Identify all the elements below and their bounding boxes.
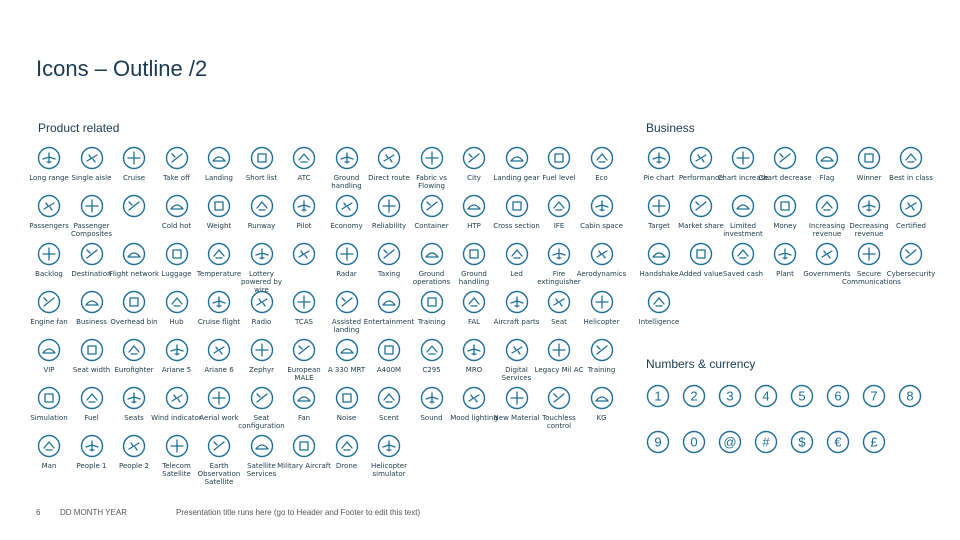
product-item-0-8-icon — [377, 146, 401, 170]
product-item-6-4-icon — [207, 434, 231, 458]
product-item-6-2-label: People 2 — [119, 462, 149, 470]
product-item-4-3-label: Ariane 5 — [161, 366, 192, 374]
product-item-1-6-label: Pilot — [296, 222, 312, 230]
product-item-3-7-label: Assisted landing — [331, 318, 362, 334]
number-glyph: 4 — [762, 388, 770, 404]
product-item-3-13-icon — [590, 290, 614, 314]
product-item-3-13-label: Helicopter — [583, 318, 620, 326]
product-item-4-5-label: Zephyr — [248, 366, 274, 374]
product-item-6-0-label: Man — [41, 462, 57, 470]
business-item-2-2-icon — [731, 242, 755, 266]
product-item-4-8-label: A400M — [376, 366, 402, 374]
number-circle-icon — [790, 384, 814, 408]
product-item-6-1-label: People 1 — [76, 462, 107, 470]
product-item-5-5-icon — [250, 386, 274, 410]
business-item-3-0-label: Intelligence — [638, 318, 680, 326]
product-item-4-12-label: Legacy Mil AC — [534, 366, 584, 374]
product-item-5-11-label: New Material — [493, 414, 540, 422]
product-item-2-6-icon — [292, 242, 316, 266]
product-item-0-13 — [575, 146, 629, 182]
product-item-5-3-icon — [165, 386, 189, 410]
number-glyph: £ — [870, 434, 878, 450]
product-item-6-4-label: Earth Observation Satellite — [197, 462, 241, 486]
business-item-1-2-label: Limited investment — [723, 222, 763, 238]
product-item-3-4-icon — [207, 290, 231, 314]
business-item-3-0-icon — [647, 290, 671, 314]
product-item-4-7-label: A 330 MRT — [327, 366, 366, 374]
number-glyph: 3 — [726, 388, 734, 404]
product-item-3-6-label: TCAS — [295, 318, 313, 326]
product-item-6-1-icon — [80, 434, 104, 458]
business-item-2-1-label: Added value — [679, 270, 723, 278]
product-item-1-5-label: Runway — [247, 222, 276, 230]
product-item-2-8-label: Taxing — [377, 270, 401, 278]
number-circle-icon — [718, 384, 742, 408]
number-glyph: $ — [798, 434, 806, 450]
product-item-3-1-icon — [80, 290, 104, 314]
number-glyph: 6 — [834, 388, 842, 404]
product-item-0-0-icon — [37, 146, 61, 170]
business-item-2-4-label: Governments — [803, 270, 851, 278]
product-item-1-1-icon — [80, 194, 104, 218]
footer-note: Presentation title runs here (go to Header and Footer to edit this text) — [176, 508, 421, 517]
product-item-2-7-icon — [335, 242, 359, 266]
product-item-0-1-label: Single aisle — [71, 174, 112, 182]
business-item-1-3-icon — [773, 194, 797, 218]
number-glyph: 2 — [690, 388, 698, 404]
product-item-5-8-icon — [377, 386, 401, 410]
business-item-0-1-label: Performance — [678, 174, 724, 182]
product-item-5-0-icon — [37, 386, 61, 410]
slide-title: Icons – Outline /2 — [36, 56, 208, 81]
product-item-6-3-label: Telecom Satellite — [162, 462, 191, 478]
number-glyph: 1 — [654, 388, 662, 404]
product-item-5-2-icon — [122, 386, 146, 410]
business-item-1-1-icon — [689, 194, 713, 218]
product-item-4-11-icon — [505, 338, 529, 362]
product-item-3-7-icon — [335, 290, 359, 314]
product-item-5-6-label: Fan — [297, 414, 311, 422]
product-item-0-2-label: Cruise — [122, 174, 146, 182]
product-item-0-3-label: Take off — [163, 174, 190, 182]
product-item-1-4-label: Weight — [206, 222, 232, 230]
product-item-5-7-label: Noise — [336, 414, 357, 422]
business-item-2-5-icon — [857, 242, 881, 266]
number-circle-icon — [754, 430, 778, 454]
number-glyph: 7 — [870, 388, 878, 404]
number-circle-icon — [682, 384, 706, 408]
product-item-4-3-icon — [165, 338, 189, 362]
product-item-4-7-icon — [335, 338, 359, 362]
business-item-0-6-label: Best in class — [889, 174, 933, 182]
product-item-3-2-icon — [122, 290, 146, 314]
product-item-6-7-icon — [335, 434, 359, 458]
product-item-6-5-icon — [250, 434, 274, 458]
product-item-1-0-label: Passengers — [29, 222, 69, 230]
business-item-2-3-label: Plant — [776, 270, 794, 278]
product-item-1-11-label: Cross section — [493, 222, 540, 230]
business-item-2-6-icon — [899, 242, 923, 266]
product-item-3-13 — [575, 290, 629, 326]
number-circle-icon — [898, 384, 922, 408]
product-item-3-11-icon — [505, 290, 529, 314]
product-item-5-13 — [575, 386, 629, 422]
business-item-0-6 — [884, 146, 938, 182]
product-item-2-10-icon — [462, 242, 486, 266]
product-item-1-9-icon — [420, 194, 444, 218]
business-item-2-5-label: Secure Communications — [842, 270, 901, 286]
product-item-5-1-icon — [80, 386, 104, 410]
product-item-5-10-icon — [462, 386, 486, 410]
number-glyph: # — [762, 434, 770, 450]
product-item-0-1-icon — [80, 146, 104, 170]
business-item-1-1-label: Market share — [678, 222, 724, 230]
product-item-5-4-label: Aerial work — [199, 414, 239, 422]
product-item-4-5-icon — [250, 338, 274, 362]
product-item-5-12-icon — [547, 386, 571, 410]
section-numbers-currency: Numbers & currency — [646, 357, 756, 371]
product-item-1-13 — [575, 194, 629, 230]
business-item-1-6 — [884, 194, 938, 230]
business-item-1-4-icon — [815, 194, 839, 218]
product-item-4-6-label: European MALE — [287, 366, 321, 382]
product-item-0-9-icon — [420, 146, 444, 170]
product-item-6-2-icon — [122, 434, 146, 458]
number-circle-icon — [718, 430, 742, 454]
product-item-1-3-icon — [165, 194, 189, 218]
number-circle-icon — [646, 384, 670, 408]
business-item-2-6 — [884, 242, 938, 278]
product-item-3-3-label: Hub — [169, 318, 184, 326]
product-item-3-5-label: Radio — [251, 318, 272, 326]
business-item-0-5-icon — [857, 146, 881, 170]
product-item-4-13 — [575, 338, 629, 374]
business-item-1-6-label: Certified — [896, 222, 926, 230]
product-item-1-5-icon — [250, 194, 274, 218]
product-item-1-0-icon — [37, 194, 61, 218]
product-item-5-6-icon — [292, 386, 316, 410]
business-item-3-0 — [632, 290, 686, 326]
product-item-2-0-label: Backlog — [35, 270, 63, 278]
product-item-0-9-label: Fabric vs Flowing — [416, 174, 447, 190]
number-circle-icon — [862, 430, 886, 454]
product-item-1-8-icon — [377, 194, 401, 218]
number-circle-icon — [754, 384, 778, 408]
number-glyph: 5 — [798, 388, 806, 404]
number-glyph: 8 — [906, 388, 914, 404]
product-item-4-9-label: C295 — [422, 366, 441, 374]
footer-date: DD MONTH YEAR — [60, 508, 127, 517]
product-item-4-2-label: Eurofighter — [114, 366, 154, 374]
product-item-1-13-label: Cabin space — [580, 222, 623, 230]
product-item-5-9-icon — [420, 386, 444, 410]
product-item-0-3-icon — [165, 146, 189, 170]
business-item-1-2-icon — [731, 194, 755, 218]
business-item-1-0-icon — [647, 194, 671, 218]
product-item-2-2-label: Flight network — [108, 270, 160, 278]
product-item-6-8-label: Helicopter simulator — [371, 462, 407, 478]
product-item-0-2-icon — [122, 146, 146, 170]
product-item-3-1-label: Business — [76, 318, 107, 326]
product-item-4-12-icon — [547, 338, 571, 362]
number-circle-icon — [646, 430, 670, 454]
product-item-6-8-icon — [377, 434, 401, 458]
product-item-4-13-icon — [590, 338, 614, 362]
product-item-2-11-icon — [505, 242, 529, 266]
product-item-0-12-icon — [547, 146, 571, 170]
product-item-1-4-icon — [207, 194, 231, 218]
product-item-5-1-label: Fuel — [84, 414, 99, 422]
business-item-0-2-label: Chart increase — [717, 174, 769, 182]
product-item-2-5-icon — [250, 242, 274, 266]
product-item-3-8-label: Entertainment — [363, 318, 415, 326]
product-item-0-10-label: City — [467, 174, 481, 182]
product-item-2-0-icon — [37, 242, 61, 266]
business-item-2-6-label: Cybersecurity — [886, 270, 936, 278]
business-item-2-1-icon — [689, 242, 713, 266]
business-item-0-4-label: Flag — [819, 174, 835, 182]
product-item-5-13-label: KG — [596, 414, 607, 422]
number-glyph: 9 — [654, 434, 662, 450]
page-number: 6 — [36, 508, 41, 517]
product-item-4-0-icon — [37, 338, 61, 362]
product-item-3-6-icon — [292, 290, 316, 314]
number-circle-icon — [862, 384, 886, 408]
business-item-1-6-icon — [899, 194, 923, 218]
product-item-5-9-label: Sound — [420, 414, 443, 422]
product-item-3-9-icon — [420, 290, 444, 314]
product-item-1-8-label: Reliability — [371, 222, 407, 230]
product-item-5-10-label: Mood lighting — [450, 414, 498, 422]
product-item-0-13-icon — [590, 146, 614, 170]
product-item-1-1-label: Passenger Composites — [70, 222, 112, 238]
business-item-2-0-label: Handshake — [639, 270, 679, 278]
business-item-1-5-label: Decreasing revenue — [849, 222, 889, 238]
product-item-1-12-icon — [547, 194, 571, 218]
product-item-0-8-label: Direct route — [368, 174, 410, 182]
product-item-2-13-icon — [590, 242, 614, 266]
business-item-2-0-icon — [647, 242, 671, 266]
product-item-4-13-label: Training — [587, 366, 616, 374]
product-item-4-4-icon — [207, 338, 231, 362]
product-item-2-9-icon — [420, 242, 444, 266]
product-item-2-12-icon — [547, 242, 571, 266]
product-item-1-12-label: IFE — [553, 222, 565, 230]
product-item-5-5-label: Seat configuration — [238, 414, 285, 430]
product-item-3-0-icon — [37, 290, 61, 314]
product-item-3-2-label: Overhead bin — [110, 318, 158, 326]
number-circle-icon — [682, 430, 706, 454]
product-item-6-8 — [362, 434, 416, 478]
product-item-2-1-icon — [80, 242, 104, 266]
product-item-5-0-label: Simulation — [30, 414, 68, 422]
product-item-0-5-label: Short list — [245, 174, 278, 182]
product-item-6-0-icon — [37, 434, 61, 458]
product-item-4-8-icon — [377, 338, 401, 362]
product-item-0-10-icon — [462, 146, 486, 170]
product-item-5-12-label: Touchless control — [542, 414, 576, 430]
business-item-1-4-label: Increasing revenue — [808, 222, 846, 238]
product-item-4-10-icon — [462, 338, 486, 362]
product-item-3-12-icon — [547, 290, 571, 314]
product-item-2-3-icon — [165, 242, 189, 266]
product-item-2-10-label: Ground handling — [458, 270, 490, 286]
business-item-0-3-label: Chart decrease — [758, 174, 812, 182]
product-item-2-12-label: Fire extinguisher — [537, 270, 581, 286]
product-item-2-11-label: Led — [510, 270, 523, 278]
product-item-4-0-label: VIP — [43, 366, 55, 374]
product-item-1-11-icon — [505, 194, 529, 218]
product-item-2-8-icon — [377, 242, 401, 266]
product-item-2-2-icon — [122, 242, 146, 266]
business-item-1-5-icon — [857, 194, 881, 218]
product-item-3-4-label: Cruise flight — [197, 318, 241, 326]
product-item-6-6-icon — [292, 434, 316, 458]
product-item-3-8-icon — [377, 290, 401, 314]
business-item-0-4-icon — [815, 146, 839, 170]
number-circle-icon — [790, 430, 814, 454]
product-item-5-4-icon — [207, 386, 231, 410]
product-item-2-4-icon — [207, 242, 231, 266]
business-item-0-0-icon — [647, 146, 671, 170]
business-item-2-3-icon — [773, 242, 797, 266]
business-item-2-2-label: Saved cash — [722, 270, 764, 278]
number-circle-icon — [826, 384, 850, 408]
business-item-1-3-label: Money — [773, 222, 797, 230]
product-item-3-9-label: Training — [417, 318, 446, 326]
product-item-6-7-label: Drone — [335, 462, 358, 470]
product-item-1-3-label: Cold hot — [161, 222, 192, 230]
product-item-5-2-label: Seats — [124, 414, 144, 422]
product-item-4-6-icon — [292, 338, 316, 362]
product-item-3-12-label: Seat — [551, 318, 567, 326]
product-item-0-7-label: Ground handling — [331, 174, 362, 190]
product-item-0-0-label: Long range — [29, 174, 69, 182]
product-item-5-3-label: Wind indicator — [151, 414, 202, 422]
product-item-2-1-label: Destination — [71, 270, 112, 278]
product-item-6-6-label: Military Aircraft — [277, 462, 331, 470]
product-item-3-10-label: FAL — [467, 318, 481, 326]
product-item-2-9-label: Ground operations — [412, 270, 451, 286]
product-item-0-6-icon — [292, 146, 316, 170]
number-glyph: € — [834, 434, 842, 450]
business-item-0-3-icon — [773, 146, 797, 170]
product-item-1-10-icon — [462, 194, 486, 218]
number-glyph: @ — [723, 434, 737, 450]
section-product-related: Product related — [38, 121, 120, 135]
product-item-0-13-label: Eco — [595, 174, 608, 182]
product-item-4-2-icon — [122, 338, 146, 362]
product-item-4-9-icon — [420, 338, 444, 362]
product-item-1-7-label: Economy — [330, 222, 363, 230]
product-item-2-13-label: Aerodynamics — [576, 270, 627, 278]
product-item-5-13-icon — [590, 386, 614, 410]
product-item-6-5-label: Satellite Services — [246, 462, 277, 478]
product-item-4-4-label: Ariane 6 — [204, 366, 234, 374]
section-business: Business — [646, 121, 695, 135]
business-item-0-2-icon — [731, 146, 755, 170]
product-item-1-10-label: HTP — [467, 222, 481, 230]
product-item-0-6-label: ATC — [297, 174, 311, 182]
product-item-1-7-icon — [335, 194, 359, 218]
product-item-1-6-icon — [292, 194, 316, 218]
product-item-0-7-icon — [335, 146, 359, 170]
product-item-2-3-label: Luggage — [161, 270, 192, 278]
business-item-0-5-label: Winner — [856, 174, 882, 182]
product-item-4-1-label: Seat width — [72, 366, 111, 374]
product-item-3-3-icon — [165, 290, 189, 314]
business-item-0-1-icon — [689, 146, 713, 170]
business-item-1-0-label: Target — [648, 222, 670, 230]
product-item-3-11-label: Aircraft parts — [493, 318, 540, 326]
product-item-0-4-icon — [207, 146, 231, 170]
product-item-2-13 — [575, 242, 629, 278]
business-item-0-6-icon — [899, 146, 923, 170]
product-item-2-7-label: Radar — [336, 270, 357, 278]
product-item-2-5-label: Lottery powered by wire — [240, 270, 283, 294]
product-item-3-5-icon — [250, 290, 274, 314]
product-item-5-11-icon — [505, 386, 529, 410]
product-item-4-10-label: MRO — [465, 366, 483, 374]
product-item-5-8-label: Scent — [379, 414, 399, 422]
number-circle-icon — [826, 430, 850, 454]
product-item-4-1-icon — [80, 338, 104, 362]
product-item-1-13-icon — [590, 194, 614, 218]
product-item-0-12-label: Fuel level — [542, 174, 576, 182]
product-item-5-7-icon — [335, 386, 359, 410]
product-item-1-9-label: Container — [414, 222, 449, 230]
product-item-0-5-icon — [250, 146, 274, 170]
business-item-0-0-label: Pie chart — [643, 174, 675, 182]
product-item-0-11-label: Landing gear — [493, 174, 540, 182]
product-item-6-3-icon — [165, 434, 189, 458]
product-item-0-11-icon — [505, 146, 529, 170]
number-glyph: 0 — [690, 434, 698, 450]
business-item-2-4-icon — [815, 242, 839, 266]
product-item-2-4-label: Temperature — [196, 270, 242, 278]
product-item-3-0-label: Engine fan — [30, 318, 68, 326]
product-item-4-11-label: Digital Services — [501, 366, 532, 382]
product-item-1-2-icon — [122, 194, 146, 218]
product-item-0-4-label: Landing — [205, 174, 233, 182]
product-item-3-10-icon — [462, 290, 486, 314]
